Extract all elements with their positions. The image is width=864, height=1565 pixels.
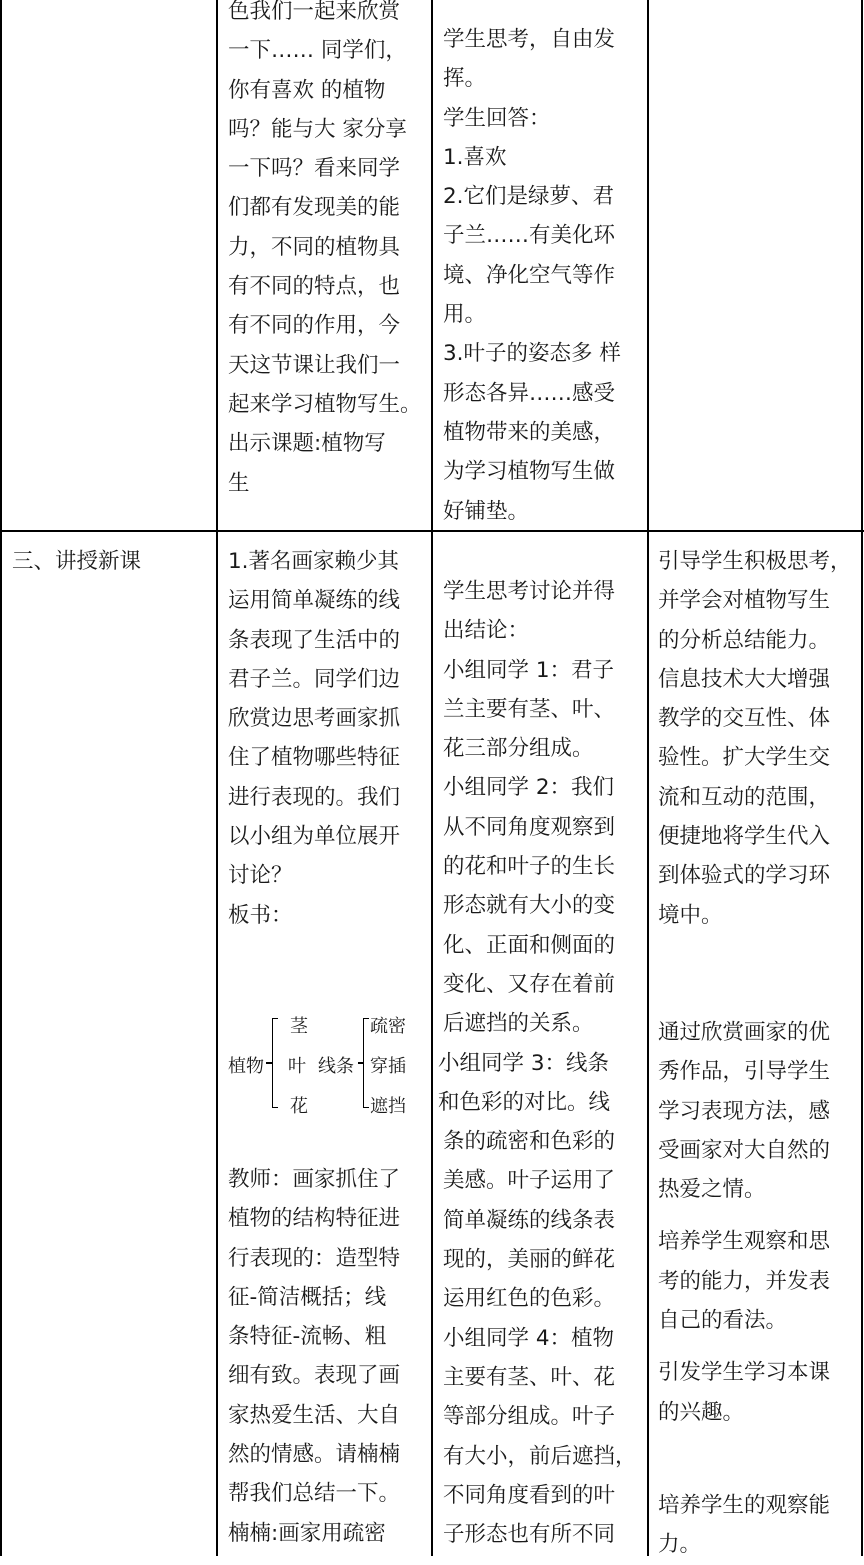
text-line: 细有致。表现了画 [228, 1363, 401, 1389]
table-divider-2 [431, 0, 433, 1556]
text-line: 出结论： [443, 618, 530, 644]
text-line: 为学习植物写生做 [443, 459, 616, 485]
text-line: 帮我们总结一下。 [228, 1481, 401, 1507]
text-line: 兰主要有茎、叶、 [443, 696, 616, 722]
text-line: 学生回答： [443, 105, 551, 131]
row2-teacher-cell-top [228, 542, 400, 935]
board-feature: 穿插 [370, 1056, 406, 1077]
text-line: 运用红色的色彩。 [443, 1286, 616, 1312]
text-line: 等部分组成。叶子 [443, 1404, 616, 1430]
row1-student-cell [443, 20, 621, 531]
text-line: 楠楠:画家用疏密 [228, 1520, 386, 1546]
stage-label-cell [12, 542, 141, 581]
text-line: 从不同角度观察到 [443, 814, 616, 840]
row-divider [0, 530, 864, 532]
text-line: 花三部分组成。 [443, 736, 594, 762]
text-line: 起来学习植物写生。 [228, 391, 422, 417]
text-line: 你有喜欢 的植物 [228, 77, 386, 103]
text-line: 形态就有大小的变 [443, 893, 616, 919]
text-line: 条表现了生活中的 [228, 627, 401, 653]
text-line: 形态各异……感受 [443, 380, 616, 406]
text-line: 热爱之情。 [658, 1177, 766, 1203]
text-line: 一下…… 同学们， [228, 38, 407, 64]
text-line: 和色彩的对比。线 [438, 1089, 611, 1115]
text-line: 用。 [443, 302, 487, 328]
text-line: 引发学生学习本课 [658, 1360, 831, 1386]
text-line: 通过欣赏画家的优 [658, 1019, 831, 1045]
row2-teacher-cell-bottom [228, 1160, 400, 1553]
text-line: 子形态也有所不同 [443, 1522, 616, 1548]
text-line: 美感。叶子运用了 [443, 1168, 616, 1194]
text-line: 子兰……有美化环 [443, 223, 616, 249]
row2-student-cell [438, 572, 637, 1554]
board-feature: 遮挡 [370, 1096, 406, 1117]
board-part: 叶 [288, 1056, 306, 1077]
table-border-left [0, 0, 2, 1556]
text-line: 欣赏边思考画家抓 [228, 706, 401, 732]
text-line: 行表现的：造型特 [228, 1245, 401, 1271]
board-part: 茎 [290, 1016, 308, 1037]
table-divider-1 [216, 0, 218, 1556]
text-line: 信息技术大大增强 [658, 666, 831, 692]
text-line: 君子兰。同学们边 [228, 666, 401, 692]
text-line: 并学会对植物写生 [658, 588, 831, 614]
text-line: 住了植物哪些特征 [228, 745, 401, 771]
text-line: 有不同的作用，今 [228, 313, 401, 339]
text-line: 便捷地将学生代入 [658, 824, 831, 850]
text-line: 3.叶子的姿态多 样 [443, 341, 621, 367]
text-line: 的兴趣。 [658, 1399, 745, 1425]
text-line: 的花和叶子的生长 [443, 854, 616, 880]
text-line: 吗？能与大 家分享 [228, 116, 407, 142]
text-line: 小组同学 2：我们 [443, 775, 615, 801]
text-line: 出示课题:植物写 [228, 431, 386, 457]
text-line: 天这节课让我们一 [228, 352, 401, 378]
table-divider-3 [647, 0, 649, 1556]
brace-right-tip [358, 1062, 364, 1064]
text-line: 主要有茎、叶、花 [443, 1364, 616, 1390]
board-part: 花 [290, 1096, 308, 1117]
text-line: 境中。 [658, 902, 723, 928]
text-line: 板书： [228, 902, 293, 928]
board-feature: 疏密 [370, 1016, 406, 1037]
text-line: 以小组为单位展开 [228, 824, 401, 850]
text-line: 植物带来的美感， [443, 419, 616, 445]
text-line: 验性。扩大学生交 [658, 745, 831, 771]
text-line: 引导学生积极思考， [658, 549, 852, 574]
text-line: 变化、又存在着前 [443, 971, 616, 997]
text-line: 力，不同的植物具 [228, 234, 401, 260]
text-line: 进行表现的。我们 [228, 784, 401, 810]
text-line: 家热爱生活、大自 [228, 1402, 401, 1428]
row2-intent-cell [658, 542, 852, 1565]
text-line: 一下吗？看来同学 [228, 156, 401, 182]
text-line: 培养学生的观察能 [658, 1492, 831, 1518]
text-line: 考的能力，并发表 [658, 1268, 831, 1294]
text-line: 挥。 [443, 66, 487, 92]
text-line: 教师：画家抓住了 [228, 1167, 401, 1192]
text-line: 1.著名画家赖少其 [228, 549, 400, 574]
text-line: 色我们一起来欣赏 [228, 0, 401, 24]
table-border-right [861, 0, 863, 1556]
text-line: 然的情感。请楠楠 [228, 1442, 401, 1468]
text-line: 小组同学 1：君子 [443, 657, 615, 683]
text-line: 运用简单凝练的线 [228, 588, 401, 614]
text-line: 到体验式的学习环 [658, 863, 831, 889]
text-line: 自己的看法。 [658, 1308, 788, 1334]
text-line: 现的，美丽的鲜花 [443, 1247, 616, 1273]
text-line: 学习表现方法，感 [658, 1098, 831, 1124]
text-line: 的分析总结能力。 [658, 627, 831, 653]
brace-left [272, 1018, 278, 1108]
text-line: 受画家对大自然的 [658, 1137, 831, 1163]
brace-left-tip [266, 1062, 272, 1064]
text-line: 流和互动的范围， [658, 784, 831, 810]
text-line: 境、净化空气等作 [443, 262, 616, 288]
text-line: 植物的结构特征进 [228, 1206, 401, 1232]
text-line: 学生思考讨论并得 [443, 579, 616, 604]
text-line: 秀作品，引导学生 [658, 1059, 831, 1085]
text-line: 教学的交互性、体 [658, 706, 831, 732]
row1-teacher-cell [228, 0, 422, 503]
text-line: 培养学生观察和思 [658, 1229, 831, 1255]
text-line: 条的疏密和色彩的 [443, 1129, 616, 1155]
stage-label: 三、讲授新课 [12, 549, 142, 574]
text-line: 讨论？ [228, 863, 293, 889]
text-line: 们都有发现美的能 [228, 195, 401, 221]
text-line: 1.喜欢 [443, 144, 507, 170]
text-line: 后遮挡的关系。 [443, 1011, 594, 1037]
text-line: 条特征-流畅、粗 [228, 1324, 387, 1350]
text-line: 有大小，前后遮挡， [443, 1443, 637, 1469]
text-line: 化、正面和侧面的 [443, 932, 616, 958]
text-line: 2.它们是绿萝、君 [443, 184, 615, 210]
text-line: 学生思考，自由发 [443, 27, 616, 52]
text-line: 简单凝练的线条表 [443, 1207, 616, 1233]
text-line: 生 [228, 470, 250, 496]
board-middle: 线条 [318, 1056, 354, 1077]
board-diagram [228, 1010, 428, 1120]
text-line: 小组同学 4：植物 [443, 1325, 615, 1351]
text-line: 小组同学 3：线条 [438, 1050, 610, 1076]
text-line: 不同角度看到的叶 [443, 1482, 616, 1508]
text-line: 力。 [658, 1532, 702, 1558]
text-line: 有不同的特点，也 [228, 274, 401, 300]
text-line: 征-简洁概括；线 [228, 1284, 387, 1310]
board-root: 植物 [228, 1056, 264, 1077]
text-line: 好铺垫。 [443, 498, 530, 524]
